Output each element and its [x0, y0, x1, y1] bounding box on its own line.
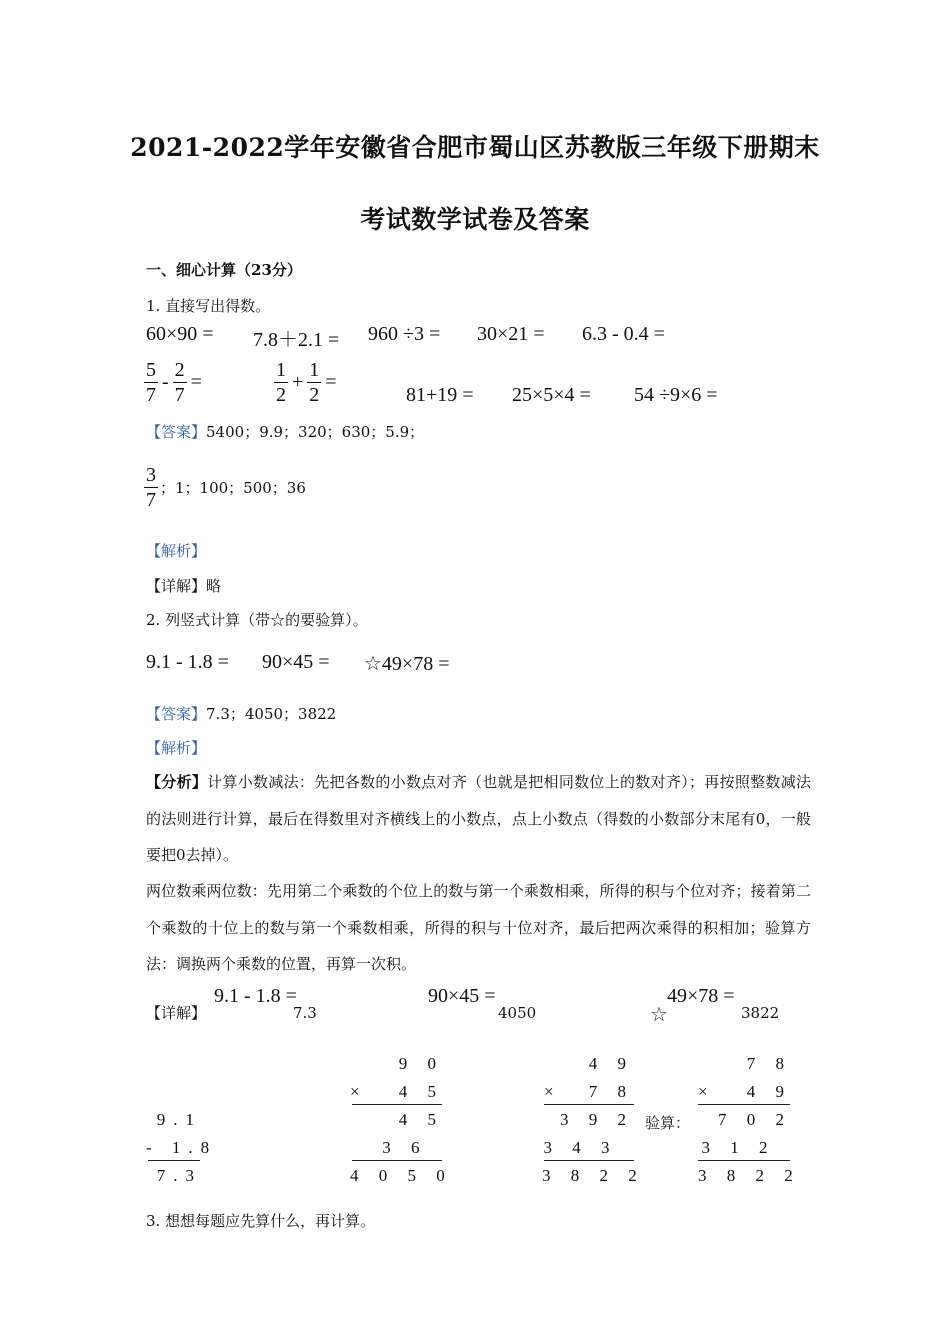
check-label: 验算：	[645, 1114, 691, 1132]
q1-frac-expr-a: $\frac{5}{7}$ - $\frac{2}{7}$ =	[146, 359, 202, 406]
mul2-partial-1: 3 9 2	[560, 1110, 634, 1129]
sub-rule	[148, 1160, 200, 1161]
q1-prompt: 1. 直接写出得数。	[146, 297, 271, 315]
mul1-result: 4 0 5 0	[350, 1166, 453, 1185]
q1-expr-9: 25×5×4 =	[512, 384, 591, 406]
q2-detail-expr-3: 49×78 =	[667, 985, 735, 1007]
q2-detail-expr-2: 90×45 =	[428, 985, 496, 1007]
q2-expr-2: 90×45 =	[262, 651, 330, 673]
times-icon: ×	[698, 1082, 716, 1101]
fraction: $\frac{1}{2}$	[309, 359, 320, 406]
q3-prompt: 3. 想想每题应先算什么，再计算。	[146, 1212, 376, 1230]
mul2-b: 7 8	[588, 1082, 634, 1101]
q1-answer-cont: $\frac{3}{7}$ ；1；100；500；36	[146, 464, 306, 511]
star-icon: ☆	[650, 1004, 668, 1026]
q1-answer: 【答案】5400；9.9；320；630；5.9；	[146, 423, 425, 441]
mul3-a: 7 8	[746, 1054, 792, 1073]
mul2-partial-2: 3 4 3	[543, 1138, 618, 1157]
q1-expr-1: 60×90 =	[146, 323, 214, 345]
q2-detail-result-3: 3822	[741, 1004, 780, 1022]
answer-label: 【答案】	[146, 705, 207, 723]
mul2-a: 4 9	[588, 1054, 634, 1073]
q1-expr-3: 960 ÷3 =	[368, 323, 441, 345]
mul1-a: 9 0	[398, 1054, 444, 1073]
fraction: $\frac{3}{7}$	[146, 464, 156, 511]
sub-result: 7.3	[156, 1166, 202, 1185]
section-heading: 一、细心计算（23分）	[146, 261, 302, 279]
answer-label: 【答案】	[146, 423, 207, 441]
mul1-partial-2: 3 6	[382, 1138, 428, 1157]
sub-subtrahend: - 1.8	[146, 1138, 218, 1157]
mul1-rule-1	[352, 1104, 442, 1105]
mul3-result: 3 8 2 2	[698, 1166, 801, 1185]
q1-analysis-label: 【解析】	[146, 542, 207, 560]
doc-title-line2: 考试数学试卷及答案	[360, 205, 590, 234]
q1-expr-5: 6.3 - 0.4 =	[582, 323, 665, 345]
mul3-b: 4 9	[746, 1082, 792, 1101]
q2-analysis-para1: 【分析】计算小数减法：先把各数的小数点对齐（也就是把相同数位上的数对齐）；再按照整数减法的法则进行计算，最后在得数里对齐横线上的小数点，点上小数点（得数的小数部分末尾有0，一般要把0去掉）。	[146, 773, 811, 864]
times-icon: ×	[544, 1082, 562, 1101]
mul1-partial-1: 4 5	[398, 1110, 444, 1129]
q2-analysis-para2: 两位数乘两位数：先用第二个乘数的个位上的数与第一个乘数相乘，所得的积与个位对齐；接着第二个乘数的十位上的数与第一个乘数相乘，所得的积与十位对齐，最后把两次乘得的积相加；验算方法：调换两个乘数的位置，再算一次积。	[146, 882, 811, 973]
q2-detail-label: 【详解】	[146, 1004, 207, 1022]
mul1-b: 4 5	[398, 1082, 444, 1101]
q2-answer: 【答案】7.3；4050；3822	[146, 705, 337, 723]
q1-expr-4: 30×21 =	[477, 323, 545, 345]
mul2-rule-1	[544, 1104, 634, 1105]
fraction: $\frac{5}{7}$	[146, 359, 156, 406]
q1-frac-expr-b: $\frac{1}{2}$ + $\frac{1}{2}$ =	[276, 359, 337, 406]
q2-expr-1: 9.1 - 1.8 =	[146, 651, 229, 673]
q1-expr-2: 7.8＋2.1 =	[253, 329, 340, 351]
mul2-rule-2	[544, 1160, 634, 1161]
q1-expr-8: 81+19 =	[406, 384, 474, 406]
mul3-partial-1: 7 0 2	[718, 1110, 792, 1129]
mul3-rule-2	[698, 1160, 790, 1161]
doc-title-line1: 2021-2022学年安徽省合肥市蜀山区苏教版三年级下册期末	[130, 133, 820, 162]
q1-expr-10: 54 ÷9×6 =	[634, 384, 718, 406]
q2-detail-expr-1: 9.1 - 1.8 =	[214, 985, 297, 1007]
q2-analysis-label: 【解析】	[146, 739, 207, 757]
q2-detail-result-2: 4050	[498, 1004, 537, 1022]
q2-prompt: 2. 列竖式计算（带☆的要验算）。	[146, 611, 368, 629]
q2-detail-result-1: 7.3	[293, 1004, 317, 1022]
q1-detail: 【详解】略	[146, 577, 222, 595]
fraction: $\frac{1}{2}$	[276, 359, 286, 406]
mul3-rule-1	[698, 1104, 790, 1105]
mul3-partial-2: 3 1 2	[701, 1138, 776, 1157]
q2-expr-3: ☆49×78 =	[364, 653, 450, 675]
mul1-rule-2	[352, 1160, 442, 1161]
mul2-result: 3 8 2 2	[542, 1166, 645, 1185]
sub-minuend: 9.1	[156, 1110, 202, 1129]
times-icon: ×	[350, 1082, 368, 1101]
fraction: $\frac{2}{7}$	[174, 359, 185, 406]
